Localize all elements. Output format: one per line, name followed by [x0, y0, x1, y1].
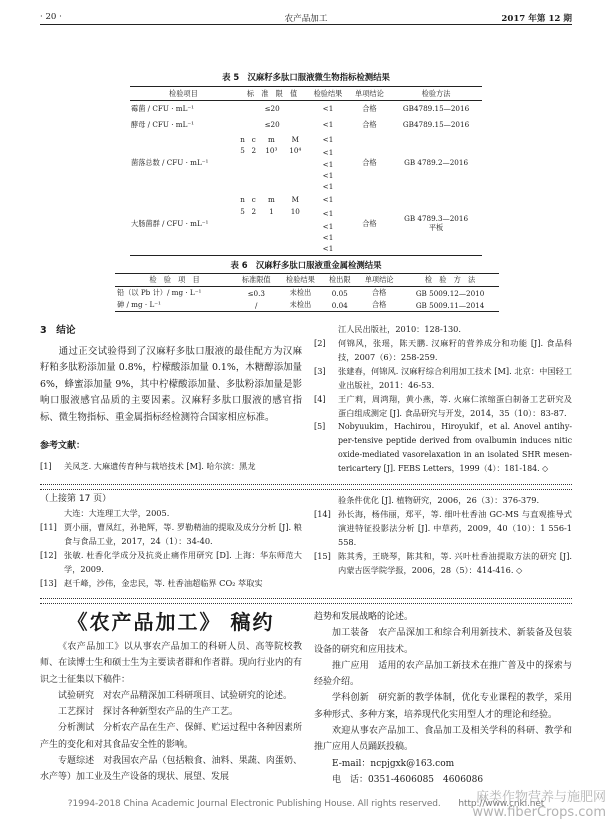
t5-cell	[307, 159, 348, 193]
ref-text: Nobyuukim，Hachirou，Hiroyukif，et al. Anovel antihy-per-tensive peptide derived from ovalbumin induces nitic oxide-mediated vasorelaxation in an isolated SHR mesen-tericartery [J]. FEBS Letters，1999（4）：181-184. ◇	[338, 422, 572, 473]
conclusion-body: 通过正交试验得到了汉麻籽多肽口服液的最佳配方为汉麻籽粕多肽粉添加量 0.8%，柠檬酸添加量 0.1%，木糖醇添加量 6%，蜂蜜添加量 9%，其中柠檬酸添加量、多肽粉添加量是影响口服液感官品质的主要因素。汉麻籽多肽口服液的感官指标、微生物指标、重金属指标经检测符合国家相应标准。	[40, 346, 302, 423]
ref-text: 赵千峰，沙伟，金忠民，等. 杜香油超临界 CO₂ 萃取实	[64, 578, 263, 588]
page-number: · 20 ·	[40, 12, 62, 22]
t6-head: 标准限值	[241, 275, 271, 284]
t6-cell: /	[255, 300, 258, 310]
call-title: 《农产品加工》 稿约	[67, 610, 275, 634]
ref-text: 张敏. 杜香化学成分及抗炎止痛作用研究 [D]. 上海：华东师范大学，2009.	[64, 550, 302, 574]
t5-cell	[307, 220, 348, 256]
table-row	[115, 287, 499, 300]
t5-result: <1	[322, 160, 334, 169]
t5-result: <1	[322, 221, 334, 231]
reference-item	[314, 364, 572, 392]
ref-number: [1]	[40, 461, 52, 472]
ref-number: [5]	[314, 422, 326, 431]
continuation-left	[40, 493, 302, 590]
t5-method: 平板	[428, 223, 444, 233]
t5-cell: <1	[322, 120, 334, 129]
t6-head: 检 验 项 目	[149, 275, 200, 284]
ref-text: 关凤芝. 大麻遗传育种与栽培技术 [M]. 哈尔滨：黑龙	[64, 461, 256, 472]
t5-cell: 菌落总数 / CFU · mL⁻¹	[131, 157, 209, 167]
continuation-right	[314, 493, 572, 577]
ref-text: 何锦风，张瑶，陈天鹏. 汉麻籽的营养成分和功能 [J]. 食品科技，2007（6）：258-259.	[338, 338, 572, 362]
call-paragraph: 专题综述 对我国农产品（包括粮食、油料、果蔬、肉蛋奶、水产等）加工业及生产设备的现状、展望、发展	[40, 756, 302, 783]
ref-number: [14]	[314, 509, 331, 519]
t6-cell: 合格	[371, 300, 387, 309]
reference-item	[314, 493, 572, 507]
ref-number	[40, 506, 64, 520]
table6-caption: 表 6 汉麻籽多肽口服液重金属检测结果	[230, 260, 382, 270]
section-divider	[40, 484, 572, 490]
table5	[130, 86, 482, 256]
table5-caption: 表 5 汉麻籽多肽口服液微生物指标检测结果	[222, 72, 390, 82]
ref-number	[314, 493, 338, 507]
ref-text: 孙长海，杨伟丽，郑平，等. 细叶杜香油 GC-MS 与直观推导式演进特征投影法分析 [J]. 中草药，2009，40（10）：1 556-1 558.	[338, 509, 572, 547]
t5-cell: 酵母 / CFU · mL⁻¹	[131, 119, 195, 129]
t5-cell: 2	[251, 206, 257, 216]
t5-sub: M	[291, 195, 299, 204]
ref-number: [13]	[40, 578, 57, 588]
t5-cell: GB4789.15—2016	[402, 120, 470, 129]
t5-head-result: 检验结果	[313, 88, 343, 98]
t6-cell: GB 5009.12—2010	[415, 288, 485, 298]
t5-cell: <1	[322, 195, 334, 204]
t5-sub: c	[251, 134, 256, 144]
t5-sub: n	[240, 134, 245, 144]
t5-cell: GB4789.15—2016	[402, 104, 470, 114]
reference-item	[314, 322, 572, 336]
reference-item	[40, 520, 302, 548]
table6	[115, 273, 499, 312]
t6-cell: 合格	[371, 288, 387, 297]
call-paragraph: 分析测试 分析农产品在生产、保鲜、贮运过程中各种因素所产生的变化和对其食品安全性的影响。	[40, 723, 302, 750]
table-row	[130, 193, 482, 207]
ref-text: 验条件优化 [J]. 植物研究，2006，26（3）：376-379.	[338, 495, 540, 505]
t5-result: <1	[322, 243, 334, 253]
t5-cell: 10³	[265, 145, 278, 155]
ref-number: [3]	[314, 366, 326, 376]
t5-cell: 合格	[362, 103, 377, 113]
t5-sub: m	[267, 195, 275, 204]
t5-cell: 合格	[362, 218, 377, 228]
ref-text: 王广莉，周鸿翔，黄小燕，等. 火麻仁浓缩蛋白制备工艺研究及蛋白组成测定 [J]. 食品研究与开发，2014，35（10）：83-87.	[338, 394, 572, 418]
t5-cell: GB 4789.2—2016	[404, 158, 469, 167]
conclusion-section	[40, 322, 302, 473]
call-paragraph: 试验研究 对农产品精深加工科研项目、试验研究的论述。	[58, 690, 293, 701]
t5-head-method: 检验方法	[421, 88, 451, 98]
call-paragraph: 欢迎从事农产品加工、食品加工及相关学科的科研、教学和推广应用人员踊跃投稿。	[314, 726, 572, 753]
t5-cell: ≤20	[264, 120, 280, 129]
table-row	[130, 101, 482, 117]
t6-cell: 砷 / mg · L⁻¹	[117, 300, 161, 309]
reference-item	[314, 420, 572, 476]
ref-text: 陈其秀，王晓琴，陈其和，等. 兴叶杜香油提取方法的研究 [J]. 内蒙古医学院学报，2006，28（5）：414-416. ◇	[338, 551, 572, 575]
t6-cell: 未检出	[289, 300, 312, 309]
reference-item	[314, 392, 572, 420]
t5-cell: 5	[240, 206, 245, 216]
call-for-papers-right	[314, 609, 572, 788]
t5-cell: 合格	[362, 157, 377, 167]
ref-text: 大连：大连理工大学，2005.	[64, 508, 170, 518]
table-row	[130, 117, 482, 133]
contact-email: E-mail：ncpjgxk@163.com	[332, 758, 455, 769]
t5-sub: M	[291, 134, 299, 144]
ref-text: 张建春，何锦风. 汉麻籽综合利用加工技术 [M]. 北京：中国轻工业出版社，2011：46-53.	[338, 366, 572, 390]
t6-cell: 未检出	[289, 288, 312, 297]
t6-cell: ≤0.3	[247, 288, 265, 298]
t5-head-item: 检验项目	[169, 88, 198, 98]
t5-result: <1	[322, 182, 334, 191]
reference-item	[314, 549, 572, 577]
ref-number: [12]	[40, 550, 57, 560]
t5-cell: <1	[322, 208, 334, 218]
t5-cell: 10⁴	[289, 145, 302, 155]
reference-item	[40, 506, 302, 520]
journal-name: 农产品加工	[284, 14, 328, 24]
continuation-label: （上接第 17 页）	[40, 494, 112, 504]
ref-number: [11]	[40, 522, 57, 532]
reference-item	[40, 576, 302, 590]
t5-cell: ≤20	[264, 104, 280, 114]
call-for-papers-left	[40, 609, 302, 786]
reference-item	[314, 507, 572, 549]
t6-head: 检验结果	[286, 275, 315, 284]
t5-cell: 大肠菌群 / CFU · mL⁻¹	[131, 218, 209, 228]
t6-cell: GB 5009.11—2014	[415, 300, 485, 310]
t5-sub: c	[251, 195, 256, 204]
reference-item	[40, 459, 302, 473]
t6-cell: 0.04	[331, 300, 348, 310]
copyright-text: ?1994-2018 China Academic Journal Electronic Publishing House. All rights reserved. http://www.cnki.net	[67, 799, 545, 809]
call-paragraph: 推广应用 适用的农产品加工新技术在推广普及中的探索与经验介绍。	[314, 660, 572, 688]
call-paragraph: 趋势和发展战略的论述。	[314, 612, 414, 622]
issue-label: 2017 年第 12 期	[501, 14, 572, 24]
section-divider	[40, 598, 572, 604]
t6-head: 单项结论	[364, 275, 394, 284]
t5-cell: 5	[240, 145, 245, 155]
ref-number: [15]	[314, 551, 331, 561]
reference-item	[314, 336, 572, 364]
contact-phone: 电 话：0351-4606085 4606086	[332, 774, 484, 785]
t6-head: 检 验 方 法	[424, 275, 476, 284]
ref-text: 贾小丽，曹凤红，孙艳辉，等. 罗勒精油的提取及成分分析 [J]. 粮食与食品工业，2017，24（1）：34-40.	[64, 522, 302, 546]
reference-item	[40, 548, 302, 576]
t5-cell: 10	[290, 206, 300, 216]
t5-cell: <1	[322, 134, 334, 144]
t5-result: <1	[322, 171, 334, 180]
t5-cell: <1	[322, 104, 334, 114]
ref-text: 江人民出版社，2010：128-130.	[338, 324, 461, 334]
section-heading: 3 结论	[40, 325, 76, 336]
ref-number	[314, 322, 338, 336]
t5-cell	[390, 193, 482, 256]
page-header	[40, 11, 572, 25]
call-paragraph: 加工装备 农产品深加工和综合利用新技术、新装备及包装设备的研究和应用技术。	[314, 628, 572, 655]
t5-cell: <1	[322, 147, 334, 157]
t6-cell: 铅（以 Pb 计）/ mg · L⁻¹	[117, 288, 202, 297]
t5-result: <1	[322, 232, 334, 242]
watermark: 麻类作物营养与施肥网 www.fiberCrops.com	[472, 790, 606, 820]
t6-head: 检出限	[328, 275, 351, 284]
t5-sub: m	[267, 134, 275, 144]
t5-sub: n	[240, 195, 245, 204]
references-right	[314, 322, 572, 476]
references-heading: 参考文献：	[40, 441, 86, 452]
table-row	[130, 133, 482, 146]
call-paragraph: 《农产品加工》以从事农产品加工的科研人员、高等院校教师、在读博士生和硕士生为主要读者群和作者群。现向行业内的有识之士征集以下稿件：	[40, 642, 302, 685]
t6-cell: 0.05	[331, 288, 348, 298]
t5-cell: 合格	[362, 119, 377, 129]
t5-cell: 霉菌 / CFU · mL⁻¹	[131, 103, 195, 113]
call-paragraph: 学科创新 研究新的教学体制，优化专业课程的教学，采用多种形式、多种方案，培养现代化实用型人才的理论和经验。	[314, 693, 572, 720]
table-row	[115, 299, 499, 312]
ref-number: [2]	[314, 338, 326, 348]
t5-cell: 2	[251, 145, 257, 155]
ref-number: [4]	[314, 394, 326, 404]
t5-head-concl: 单项结论	[355, 88, 384, 98]
t5-method: GB 4789.3—2016	[404, 214, 469, 224]
call-paragraph: 工艺探讨 探讨各种新型农产品的生产工艺。	[58, 707, 239, 718]
t5-cell: 1	[269, 206, 274, 216]
t5-head-limit: 标 准 限 值	[246, 88, 298, 98]
